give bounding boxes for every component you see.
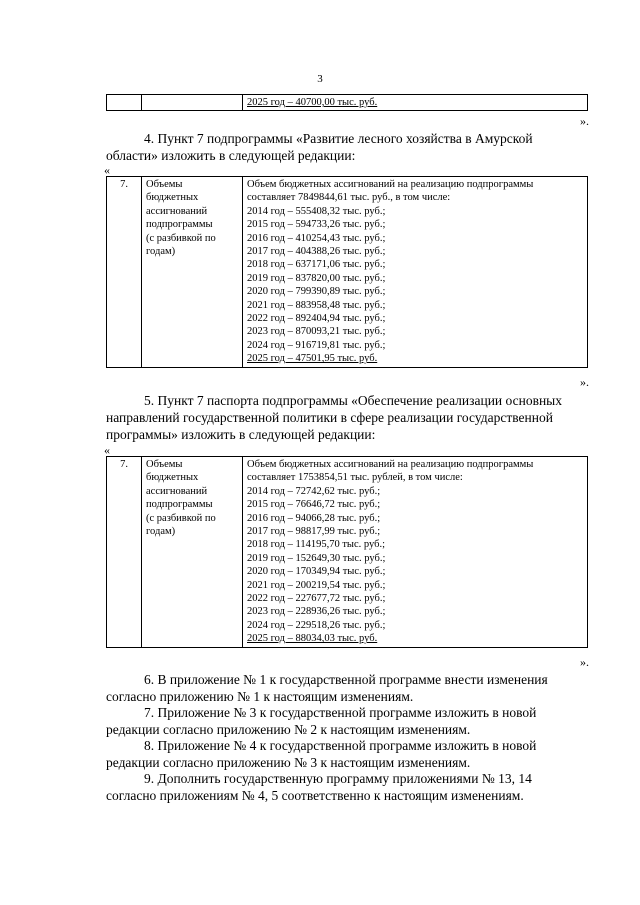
top-table-cell-value <box>243 95 588 111</box>
table-2-line: 2016 год – 94066,28 тыс. руб.; <box>247 512 381 524</box>
table-subprogram-policy <box>106 456 588 648</box>
table-1-line: 2023 год – 870093,21 тыс. руб.; <box>247 326 386 338</box>
table-1-line: 2020 год – 799390,89 тыс. руб.; <box>247 286 386 298</box>
paragraph-7-line-1: 7. Приложение № 3 к государственной программе изложить в новой <box>144 705 537 720</box>
table-2-line: 2020 год – 170349,94 тыс. руб.; <box>247 566 386 578</box>
table-2-label-line: Объемы <box>146 459 183 470</box>
table-1-label-line: подпрограммы <box>146 219 213 231</box>
paragraph-5-line-3: программы» изложить в следующей редакции: <box>106 427 376 442</box>
opening-quote-2: « <box>104 443 110 457</box>
table-2-line: 2017 год – 98817,99 тыс. руб.; <box>247 526 381 538</box>
paragraph-8-line-2: редакции согласно приложению № 3 к настоящим изменениям. <box>106 755 471 770</box>
table-1-label-line: бюджетных <box>146 192 199 204</box>
closing-quote-1: ». <box>580 375 589 389</box>
table-2-label-line: (с разбивкой по <box>146 512 216 524</box>
table-1-line: Объем бюджетных ассигнований на реализацию подпрограммы <box>247 179 534 190</box>
paragraph-7 <box>106 704 596 738</box>
paragraph-5 <box>106 392 596 443</box>
paragraph-5-line-1: 5. Пункт 7 паспорта подпрограммы «Обеспечение реализации основных <box>144 393 562 408</box>
table-2-cell-label <box>142 457 243 648</box>
table-2-line: 2025 год – 88034,03 тыс. руб. <box>247 633 378 645</box>
opening-quote-1: « <box>104 163 110 177</box>
table-1-line: 2016 год – 410254,43 тыс. руб.; <box>247 232 386 244</box>
paragraph-4-line-2: области» изложить в следующей редакции: <box>106 148 356 163</box>
table-1-line: 2024 год – 916719,81 тыс. руб.; <box>247 339 386 351</box>
table-1-line: 2017 год – 404388,26 тыс. руб.; <box>247 246 386 258</box>
paragraph-4-line-1: 4. Пункт 7 подпрограммы «Развитие лесного хозяйства в Амурской <box>144 131 533 146</box>
table-1-label-line: Объемы <box>146 179 183 190</box>
table-1-line: 2014 год – 555408,32 тыс. руб.; <box>247 205 386 217</box>
table-1-line: 2022 год – 892404,94 тыс. руб.; <box>247 313 386 325</box>
table-1-cell-num <box>107 177 142 368</box>
table-2-cell-num <box>107 457 142 648</box>
paragraph-9 <box>106 770 596 804</box>
table-2-line: 2024 год – 229518,26 тыс. руб.; <box>247 619 386 631</box>
table-2-label-line: годам) <box>146 526 176 538</box>
table-2-label-line: бюджетных <box>146 472 199 484</box>
paragraph-6-line-1: 6. В приложение № 1 к государственной программе внести изменения <box>144 672 548 687</box>
table-2-line: 2014 год – 72742,62 тыс. руб.; <box>247 485 381 497</box>
table-2-num: 7. <box>120 459 128 470</box>
paragraph-7-line-2: редакции согласно приложению № 2 к настоящим изменениям. <box>106 722 471 737</box>
closing-quote-top: ». <box>580 114 589 128</box>
table-1-line: 2025 год – 47501,95 тыс. руб. <box>247 353 378 365</box>
table-1-line: 2019 год – 837820,00 тыс. руб.; <box>247 272 386 284</box>
paragraph-8-line-1: 8. Приложение № 4 к государственной программе изложить в новой <box>144 738 537 753</box>
table-1-cell-values <box>243 177 588 368</box>
table-1-label-line: ассигнований <box>146 205 208 217</box>
table-2-label-line: ассигнований <box>146 485 208 497</box>
paragraph-8 <box>106 737 596 771</box>
table-2-cell-values <box>243 457 588 648</box>
table-1-line: 2018 год – 637171,06 тыс. руб.; <box>247 259 386 271</box>
paragraph-6-line-2: согласно приложению № 1 к настоящим изменениям. <box>106 689 414 704</box>
top-table-cell-num <box>107 95 142 111</box>
top-table-cell-label <box>142 95 243 111</box>
table-1-label-line: (с разбивкой по <box>146 232 216 244</box>
top-table-fragment <box>106 94 588 111</box>
table-2-label-line: подпрограммы <box>146 499 213 511</box>
table-2-line: 2015 год – 76646,72 тыс. руб.; <box>247 499 381 511</box>
table-2-line: Объем бюджетных ассигнований на реализацию подпрограммы <box>247 459 534 470</box>
paragraph-5-line-2: направлений государственной политики в сфере реализации государственной <box>106 410 553 425</box>
top-table-row-text: 2025 год – 40700,00 тыс. руб. <box>247 97 378 108</box>
table-2-line: 2023 год – 228936,26 тыс. руб.; <box>247 606 386 618</box>
table-2-line: 2022 год – 227677,72 тыс. руб.; <box>247 593 386 605</box>
table-1-num: 7. <box>120 179 128 190</box>
page-number: 3 <box>317 73 323 85</box>
table-1-line: составляет 7849844,61 тыс. руб., в том числе: <box>247 192 451 204</box>
paragraph-9-line-1: 9. Дополнить государственную программу приложениями № 13, 14 <box>144 771 532 786</box>
table-2-line: 2018 год – 114195,70 тыс. руб.; <box>247 539 385 551</box>
table-1-line: 2015 год – 594733,26 тыс. руб.; <box>247 219 386 231</box>
table-2-line: 2021 год – 200219,54 тыс. руб.; <box>247 579 386 591</box>
table-subprogram-forestry <box>106 176 588 368</box>
table-1-cell-label <box>142 177 243 368</box>
table-2-line: 2019 год – 152649,30 тыс. руб.; <box>247 552 386 564</box>
paragraph-6 <box>106 671 596 705</box>
paragraph-4 <box>106 130 596 164</box>
table-1-label-line: годам) <box>146 246 176 258</box>
paragraph-9-line-2: согласно приложениям № 4, 5 соответственно к настоящим изменениям. <box>106 788 524 803</box>
table-1-line: 2021 год – 883958,48 тыс. руб.; <box>247 299 386 311</box>
closing-quote-2: ». <box>580 655 589 669</box>
table-2-line: составляет 1753854,51 тыс. рублей, в том числе: <box>247 472 463 484</box>
